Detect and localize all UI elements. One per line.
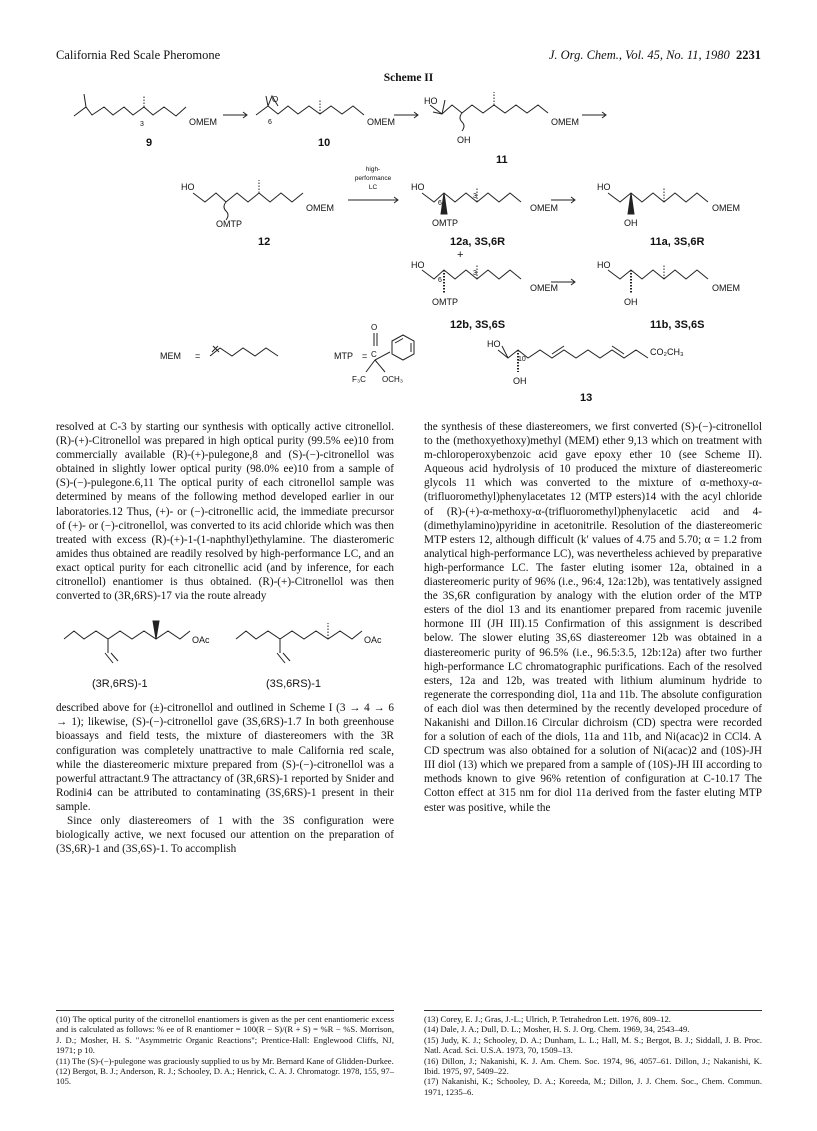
footnote-15: (15) Judy, K. J.; Schooley, D. A.; Dunham, L. L.; Hall, M. S.; Bergot, B. J.; Siddall, J. B. Proc. Natl. Acad. Sci. U.S.A. 1973, 70, 1509–13.: [424, 1034, 762, 1056]
locant-6-10: 6: [268, 119, 272, 126]
chain-3R: [64, 631, 190, 639]
running-header-title: California Red Scale Pheromone: [56, 48, 221, 62]
wedge-11a: [628, 193, 634, 214]
exo-methylene-3S: [277, 639, 290, 663]
ho-12b: HO: [411, 260, 425, 270]
mtp-def-label: MTP: [334, 351, 353, 361]
footnote-rule-left: [56, 1010, 394, 1011]
label-9: 9: [146, 137, 153, 149]
column-left: [56, 420, 394, 856]
oac-3R: OAc: [192, 635, 210, 646]
mem-structure: [210, 348, 278, 356]
footnote-17: (17) Nakanishi, K.; Schooley, D. A.; Koreeda, M.; Dillon, J. J. Chem. Soc., Chem. Commun. 1971, 1235–6.: [424, 1076, 762, 1097]
oh-11: OH: [457, 135, 471, 145]
paragraph-left-1: resolved at C-3 by starting our synthesis with optically active citronellol. (R)-(+)-Citronellol was prepared in high optical purity (99.5% ee)10 from commercially available (R)-(+)-pulegone,8 and (S)-(−)-citronellol was obtained in slightly lower optical purity (98.0% ee)10 from a sample of (S)-(−)-pulegone.6,11 The optical purity of each citronellol sample was determined by means of the following method developed earlier in our laboratories.12 Thus, (+)- or (−)-citronellic acid, the immediate precursor of (+)- or (−)-citronellol, was converted to its acid chloride which was then treated with excess (R)-(+)-1-(1-naphthyl)ethylamine. The diasteromeric amides thus obtained are readily resolved by high-performance LC, and an exact optical purity for each citronellic acid (and by inference, for each citronellol) enantiomer is thus obtained. (R)-(+)-Citronellol was then converted to (3R,6RS)-17 via the route already: [56, 421, 394, 603]
ho-13: HO: [487, 339, 501, 349]
footnotes-left: [56, 1010, 394, 1087]
chain-11: [430, 105, 548, 114]
arrow-3: [582, 112, 606, 118]
paragraph-left-2: described above for (±)-citronellol and outlined in Scheme I (3 → 4 → 6 → 1); likewise, (S)-(−)-citronellol gave (3S,6RS)-1.7 In both greenhouse bioassays and field tests, the mixture of diastereomers with the 3R configuration was completely unattractive to male California red scale, while the diastereomeric mixture prepared from (S)-(−)-citronellol was a powerful attractant.9 The attractancy of (3R,6RS)-1 reported by Snider and Rodini4 can be attributed to contaminating (3S,6RS)-1 present in their sample.: [56, 702, 394, 813]
omtp-12: OMTP: [216, 219, 242, 229]
ho-12: HO: [181, 182, 195, 192]
ho-11a: HO: [597, 182, 611, 192]
mem-eq: =: [195, 351, 201, 361]
arrow-label-2: performance: [354, 175, 392, 182]
omem-12b: OMEM: [530, 283, 558, 293]
ho-12a: HO: [411, 182, 425, 192]
label-11b: 11b, 3S,6S: [650, 319, 705, 331]
exo-methylene-3R: [105, 639, 118, 663]
column-right: [424, 420, 762, 815]
label-13: 13: [580, 392, 593, 404]
hplc-arrow: [348, 197, 398, 203]
omem-11a: OMEM: [712, 203, 740, 213]
omem-11b: OMEM: [712, 283, 740, 293]
omem-11: OMEM: [551, 117, 579, 127]
omtp-12b: OMTP: [432, 297, 458, 307]
footnote-14: (14) Dale, J. A.; Dull, D. L.; Mosher, H. S. J. Org. Chem. 1969, 34, 2543–49.: [424, 1024, 690, 1035]
chain-10: [256, 106, 364, 115]
label-11: 11: [496, 154, 508, 166]
mem-def-label: MEM: [160, 351, 181, 361]
paragraph-right-1: the synthesis of these diastereomers, we first converted (S)-(−)-citronellol to the (methoxyethoxy)methyl (MEM) ether 9,13 which on treatment with m-chloroperoxybenzoic acid gave epoxy ether 10 (see Scheme II). Aqueous acid hydrolysis of 10 produced the mixture of diastereomeric glycols 11 which was converted to the mixture of α-methoxy-α-(trifluoromethyl)phenylacetates 12 (MTP esters)14 with the acyl chloride of (R)-(+)-α-methoxy-α-(trifluoromethyl)phenylacetic acid and 4-(dimethylamino)pyridine in acetonitrile. Resolution of the diastereomeric MTP esters 12, although difficult (k′ values of 4.75 and 5.70; α = 1.2 from analytical high-performance LC), was nevertheless achieved by preparative high-performance LC. The faster eluting isomer 12a, obtained in a diastereomeric purity of 96% (i.e., 96:4, 12a:12b), was tentatively assigned the 3S,6R configuration by analogy with the elution order of the MTP esters of the diol 13 and its enantiomer prepared from racemic juvenile hormone III (JH III).15 Confirmation of this assignment is described below. The slower eluting 3S,6S diastereomer 12b was obtained in a diastereomeric purity of 96.5% (i.e., 96.5:3.5, 12b:12a) after two further high-performance LC chromatographic purifications. Each of the resolved esters, 12a and 12b, was treated with lithium aluminum hydride to regenerate the corresponding diol, 11a and 11b. The absolute configuration of each diol was then determined by the recently developed procedure of Nakanishi and Dillon.16 Circular dichroism (CD) spectra were recorded for a solution of each of the diols, 11a and 11b, and Ni(acac)2 in CCl4. A CD spectrum was also obtained for a solution of Ni(acac)2 and (10S)-JH III diol (13) which we prepared from a sample of (10S)-JH III according to methods known to give 96% retention of configuration at C-10.17 The Cotton effect at 315 nm for diol 11a derived from the faster eluting MTP ester was positive, while the: [424, 421, 762, 814]
citronellyl-acetate-structures: [56, 611, 394, 695]
scheme-title: Scheme II: [383, 72, 434, 84]
footnote-13: (13) Corey, E. J.; Gras, J.-L.; Ulrich, P. Tetrahedron Lett. 1976, 809–12.: [424, 1014, 671, 1024]
scheme-ii-diagram: [0, 0, 817, 410]
footnote-12: (12) Bergot, B. J.; Anderson, R. J.; Schooley, D. A.; Henrick, C. A. J. Chromatogr. 1978, 155, 97–105.: [56, 1066, 394, 1087]
mtp-c: C: [371, 350, 377, 359]
methyl-9: [84, 94, 86, 107]
label-11a: 11a, 3S,6R: [650, 236, 705, 248]
footnotes-right: [424, 1010, 762, 1097]
chain-9: [74, 107, 186, 116]
mtp-eq: =: [362, 351, 368, 361]
journal-citation: J. Org. Chem., Vol. 45, No. 11, 1980: [548, 48, 730, 62]
locant-6-12a: 6: [438, 200, 442, 207]
arrow-2: [394, 112, 418, 118]
wavy-oh-11: [460, 113, 464, 131]
oh-13: OH: [513, 376, 527, 386]
footnote-11: (11) The (S)-(−)-pulegone was graciously supplied to us by Mr. Bernard Kane of Glidden-Durkee.: [56, 1055, 394, 1066]
locant-6-12b: 6: [438, 277, 442, 284]
mtp-bonds: [366, 333, 390, 372]
label-3S6RS: (3S,6RS)-1: [266, 678, 322, 691]
page-number: 2231: [736, 48, 761, 62]
mtp-och3: OCH₃: [382, 375, 404, 384]
wavy-omtp-12: [224, 202, 228, 220]
chain-3S: [236, 631, 362, 639]
arrow-label-3: LC: [368, 184, 378, 191]
label-10: 10: [318, 137, 331, 149]
oh-11b: OH: [624, 297, 638, 307]
oac-3S: OAc: [364, 635, 382, 646]
structure-pair-svg: [56, 611, 394, 695]
label-12a: 12a, 3S,6R: [450, 236, 506, 248]
label-12: 12: [258, 236, 271, 248]
label-3R6RS: (3R,6RS)-1: [92, 678, 148, 691]
locant-3-12b: 3: [473, 270, 477, 277]
omem-12: OMEM: [306, 203, 334, 213]
omem-9: OMEM: [189, 117, 217, 127]
chain-12a: [422, 193, 521, 202]
chain-11b: [608, 270, 708, 279]
mtp-carbonyl-o: O: [371, 323, 378, 332]
wedge-3R: [153, 621, 159, 639]
footnote-rule-right: [424, 1010, 762, 1011]
chain-12b: [422, 270, 521, 279]
plus-sign: +: [457, 249, 464, 261]
ho-11b: HO: [597, 260, 611, 270]
mtp-f3c: F₃C: [352, 375, 366, 384]
omem-12a: OMEM: [530, 203, 558, 213]
footnote-10: (10) The optical purity of the citronellol enantiomers is given as the per cent enantiomeric excess and is calculated as follows: % ee of R enantiomer = 100(R − S)/(R + S) = %R − %S. Morrison, J. D.; Mosher, H. S. "Asymmetric Organic Reactions"; Prentice-Hall: Englewood Cliffs, NJ, 1971; p 10.: [56, 1014, 394, 1056]
chain-11a: [608, 193, 708, 202]
chain-12: [193, 193, 303, 202]
ho-11: HO: [424, 96, 438, 106]
mtp-phenyl: [392, 335, 414, 360]
arrow-1: [223, 112, 247, 118]
locant-3-9: 3: [140, 121, 144, 128]
epoxide-o-10: O: [272, 95, 279, 104]
footnote-16: (16) Dillon, J.; Nakanishi, K. J. Am. Chem. Soc. 1974, 96, 4057–61. Dillon, J.; Nakanishi, K. Ibid. 1975, 97, 5409–22.: [424, 1055, 762, 1077]
paragraph-left-3: Since only diastereomers of 1 with the 3S configuration were biologically active, we next focused our attention on the preparation of (3S,6R)-1 and (3S,6S)-1. To accomplish: [56, 814, 394, 856]
locant-3-12a: 3: [473, 193, 477, 200]
co2ch3-13: CO₂CH₃: [650, 347, 684, 357]
arrow-label-1: high-: [365, 166, 381, 173]
locant-10-13: 10: [518, 356, 526, 363]
omtp-12a: OMTP: [432, 218, 458, 228]
oh-11a: OH: [624, 218, 638, 228]
label-12b: 12b, 3S,6S: [450, 319, 506, 331]
omem-10: OMEM: [367, 117, 395, 127]
